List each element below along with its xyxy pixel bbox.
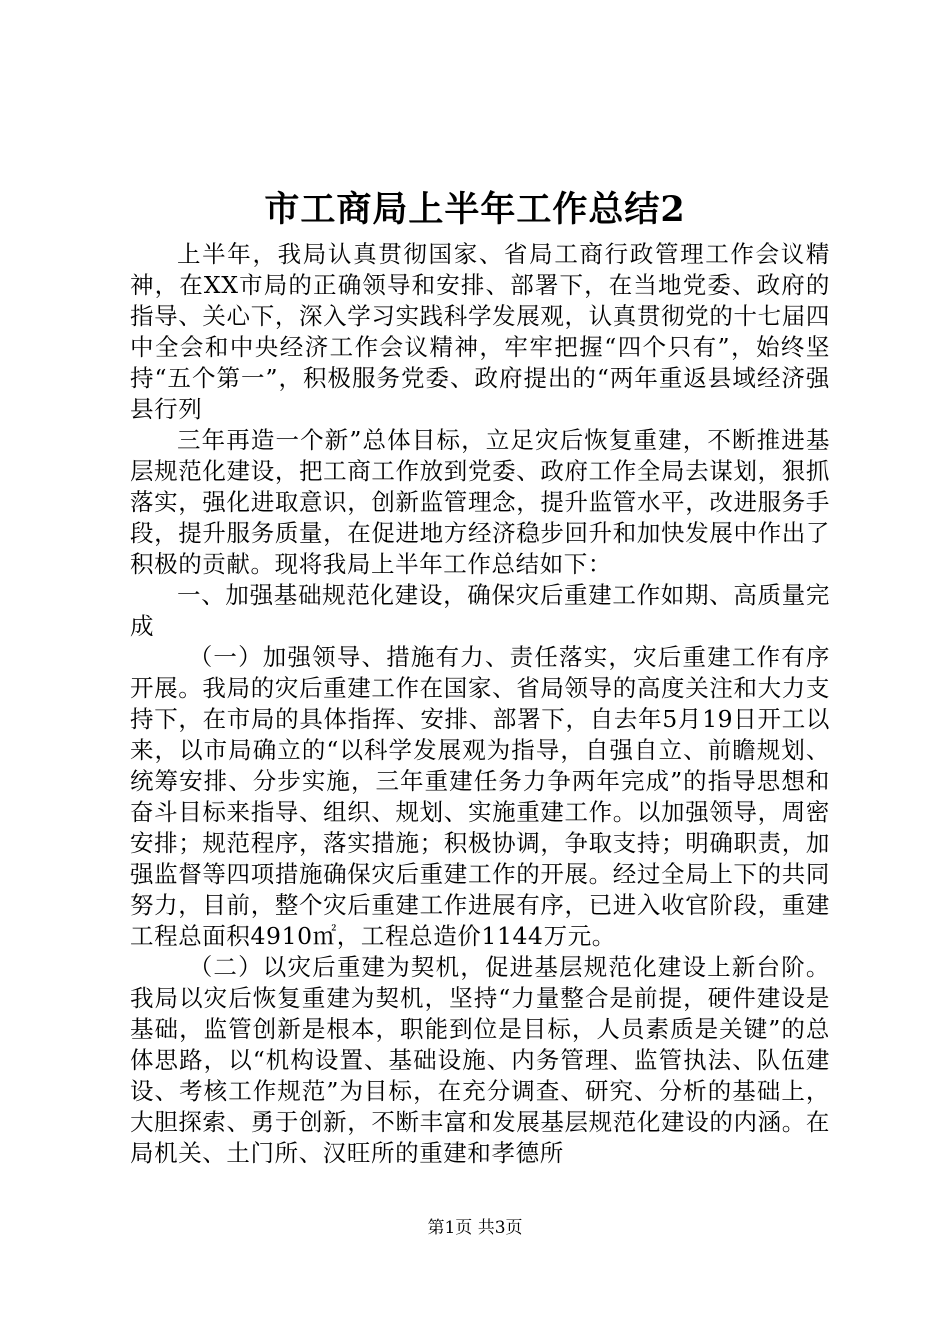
paragraph-overview: 三年再造一个新”总体目标，立足灾后恢复重建，不断推进基层规范化建设，把工商工作放到党委、政府工作全局去谋划，狠抓落实，强化进取意识，创新监管理念，提升监管水平，改进服务手段，提升服务质量，在促进地方经济稳步回升和加快发展中作出了积极的贡献。现将我局上半年工作总结如下： (130, 426, 830, 578)
subsection-1: （一）加强领导、措施有力、责任落实，灾后重建工作有序开展。我局的灾后重建工作在国家、省局领导的高度关注和大力支持下，在市局的具体指挥、安排、部署下，自去年5月19日开工以来，以市局确立的“以科学发展观为指导，自强自立、前瞻规划、统筹安排、分步实施，三年重建任务力争两年完成”的指导思想和奋斗目标来指导、组织、规划、实施重建工作。以加强领导，周密安排；规范程序，落实措施；积极协调，争取支持；明确职责，加强监督等四项措施确保灾后重建工作的开展。经过全局上下的共同努力，目前，整个灾后重建工作进展有序，已进入收官阶段，重建工程总面积4910㎡，工程总造价1144万元。 (130, 643, 830, 950)
subsection-2: （二）以灾后重建为契机，促进基层规范化建设上新台阶。我局以灾后恢复重建为契机，坚持“力量整合是前提，硬件建设是基础，监管创新是根本，职能到位是目标，人员素质是关键”的总体思路，以“机构设置、基础设施、内务管理、监管执法、队伍建设、考核工作规范”为目标，在充分调查、研究、分析的基础上，大胆探索、勇于创新，不断丰富和发展基层规范化建设的内涵。在局机关、土门所、汉旺所的重建和孝德所 (130, 953, 830, 1167)
document-title: 市工商局上半年工作总结2 (264, 189, 686, 230)
section-heading-1: 一、加强基础规范化建设，确保灾后重建工作如期、高质量完成 (130, 581, 830, 640)
document-body (130, 239, 830, 1169)
paragraph-intro: 上半年，我局认真贯彻国家、省局工商行政管理工作会议精神，在XX市局的正确领导和安排、部署下，在当地党委、政府的指导、关心下，深入学习实践科学发展观，认真贯彻党的十七届四中全会和中央经济工作会议精神，牢牢把握“四个只有”，始终坚持“五个第一”，积极服务党委、政府提出的“两年重返县域经济强县行列 (130, 240, 830, 423)
page-footer: 第1页 共3页 (427, 1218, 523, 1238)
